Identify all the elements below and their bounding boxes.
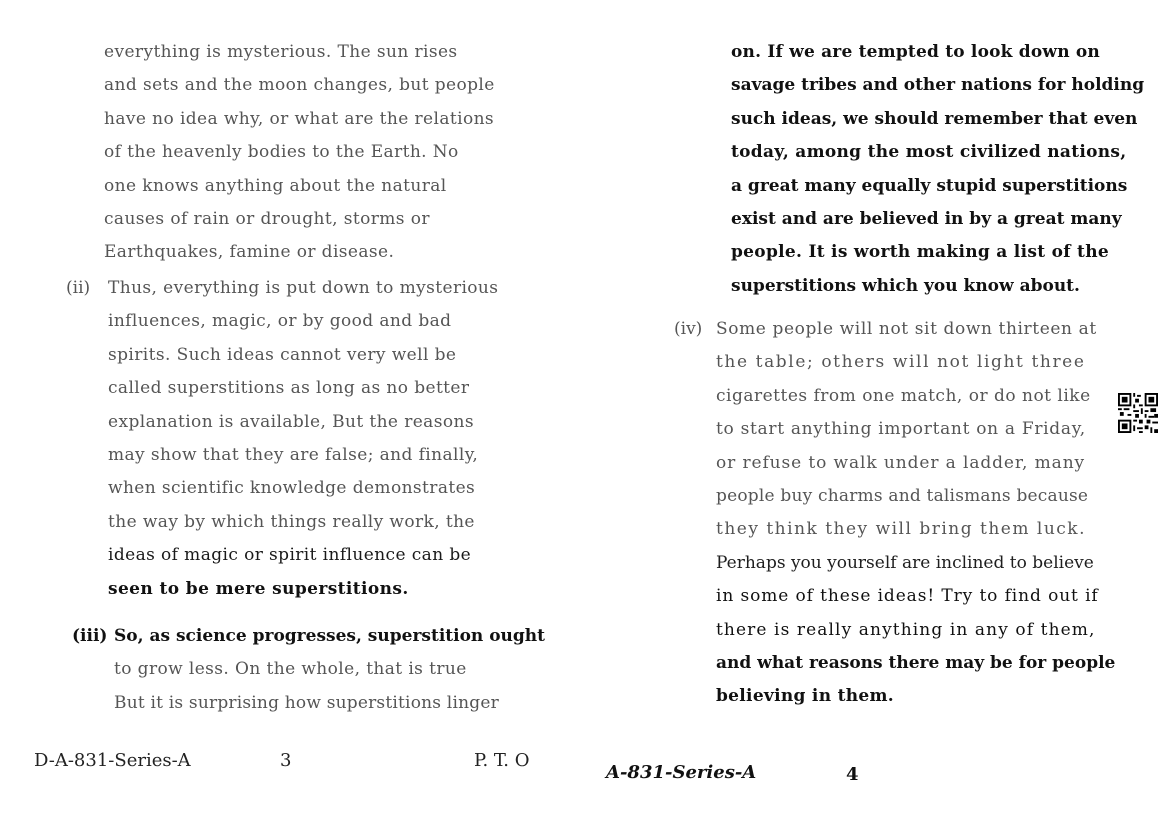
footer-code: A-831-Series-A — [606, 762, 757, 783]
paragraph-iii — [114, 620, 545, 720]
text-line: there is really anything in any of them, — [716, 619, 1096, 640]
text-line: today, among the most civilized nations, — [731, 142, 1127, 163]
text-line: people buy charms and talismans because — [716, 485, 1089, 506]
text-line: may show that they are false; and finally, — [108, 444, 479, 465]
intro-paragraph — [104, 36, 495, 270]
paragraph-iv — [716, 313, 1115, 714]
page-number: 3 — [280, 750, 292, 771]
text-line: influences, magic, or by good and bad — [108, 311, 452, 332]
text-line: called superstitions as long as no better — [108, 378, 470, 399]
text-line: the way by which things really work, the — [108, 511, 475, 532]
text-line: the table; others will not light three — [716, 352, 1086, 373]
paragraph-label-ii: (ii) — [66, 278, 91, 298]
right-page — [584, 0, 1169, 827]
paragraph-label-iii: (iii) — [72, 626, 108, 646]
text-line: So, as science progresses, superstition ought — [114, 626, 546, 646]
text-line: or refuse to walk under a ladder, many — [716, 452, 1086, 473]
text-line: Thus, everything is put down to mysterious — [108, 278, 499, 298]
text-line: a great many equally stupid superstitions — [731, 175, 1128, 196]
paragraph-ii — [108, 272, 498, 606]
continuation-paragraph — [731, 36, 1144, 303]
text-line: But it is surprising how superstitions linger — [114, 692, 499, 713]
pto-note: P. T. O — [474, 750, 530, 771]
paragraph-label-iv: (iv) — [674, 319, 703, 339]
qr-code-icon — [1118, 393, 1158, 433]
text-line: spirits. Such ideas cannot very well be — [108, 344, 457, 365]
text-line: Perhaps you yourself are inclined to believe — [716, 552, 1094, 573]
text-line: and sets and the moon changes, but people — [104, 75, 495, 96]
text-line: one knows anything about the natural — [104, 175, 447, 196]
text-line: people. It is worth making a list of the — [731, 242, 1109, 263]
text-line: when scientific knowledge demonstrates — [108, 478, 476, 499]
text-line: to start anything important on a Friday, — [716, 419, 1086, 440]
text-line: cigarettes from one match, or do not like — [716, 385, 1091, 406]
left-page — [0, 0, 584, 827]
text-line: and what reasons there may be for people — [716, 652, 1116, 673]
text-line: causes of rain or drought, storms or — [104, 208, 430, 229]
page-number: 4 — [846, 764, 859, 785]
footer-code: D-A-831-Series-A — [34, 750, 191, 771]
text-line: superstitions which you know about. — [731, 275, 1080, 296]
text-line: seen to be mere superstitions. — [108, 578, 409, 599]
text-line: explanation is available, But the reasons — [108, 411, 474, 432]
text-line: have no idea why, or what are the relations — [104, 108, 495, 129]
text-line: believing in them. — [716, 686, 895, 707]
text-line: they think they will bring them luck. — [716, 519, 1086, 540]
text-line: such ideas, we should remember that even — [731, 108, 1138, 129]
text-line: Some people will not sit down thirteen at — [716, 319, 1097, 339]
text-line: ideas of magic or spirit influence can be — [108, 545, 472, 566]
text-line: savage tribes and other nations for holding — [731, 75, 1145, 96]
text-line: Earthquakes, famine or disease. — [104, 242, 395, 263]
text-line: everything is mysterious. The sun rises — [104, 42, 458, 62]
text-line: of the heavenly bodies to the Earth. No — [104, 142, 459, 163]
text-line: exist and are believed in by a great many — [731, 208, 1122, 229]
text-line: on. If we are tempted to look down on — [731, 42, 1100, 62]
text-line: in some of these ideas! Try to find out if — [716, 586, 1099, 607]
text-line: to grow less. On the whole, that is true — [114, 659, 467, 680]
